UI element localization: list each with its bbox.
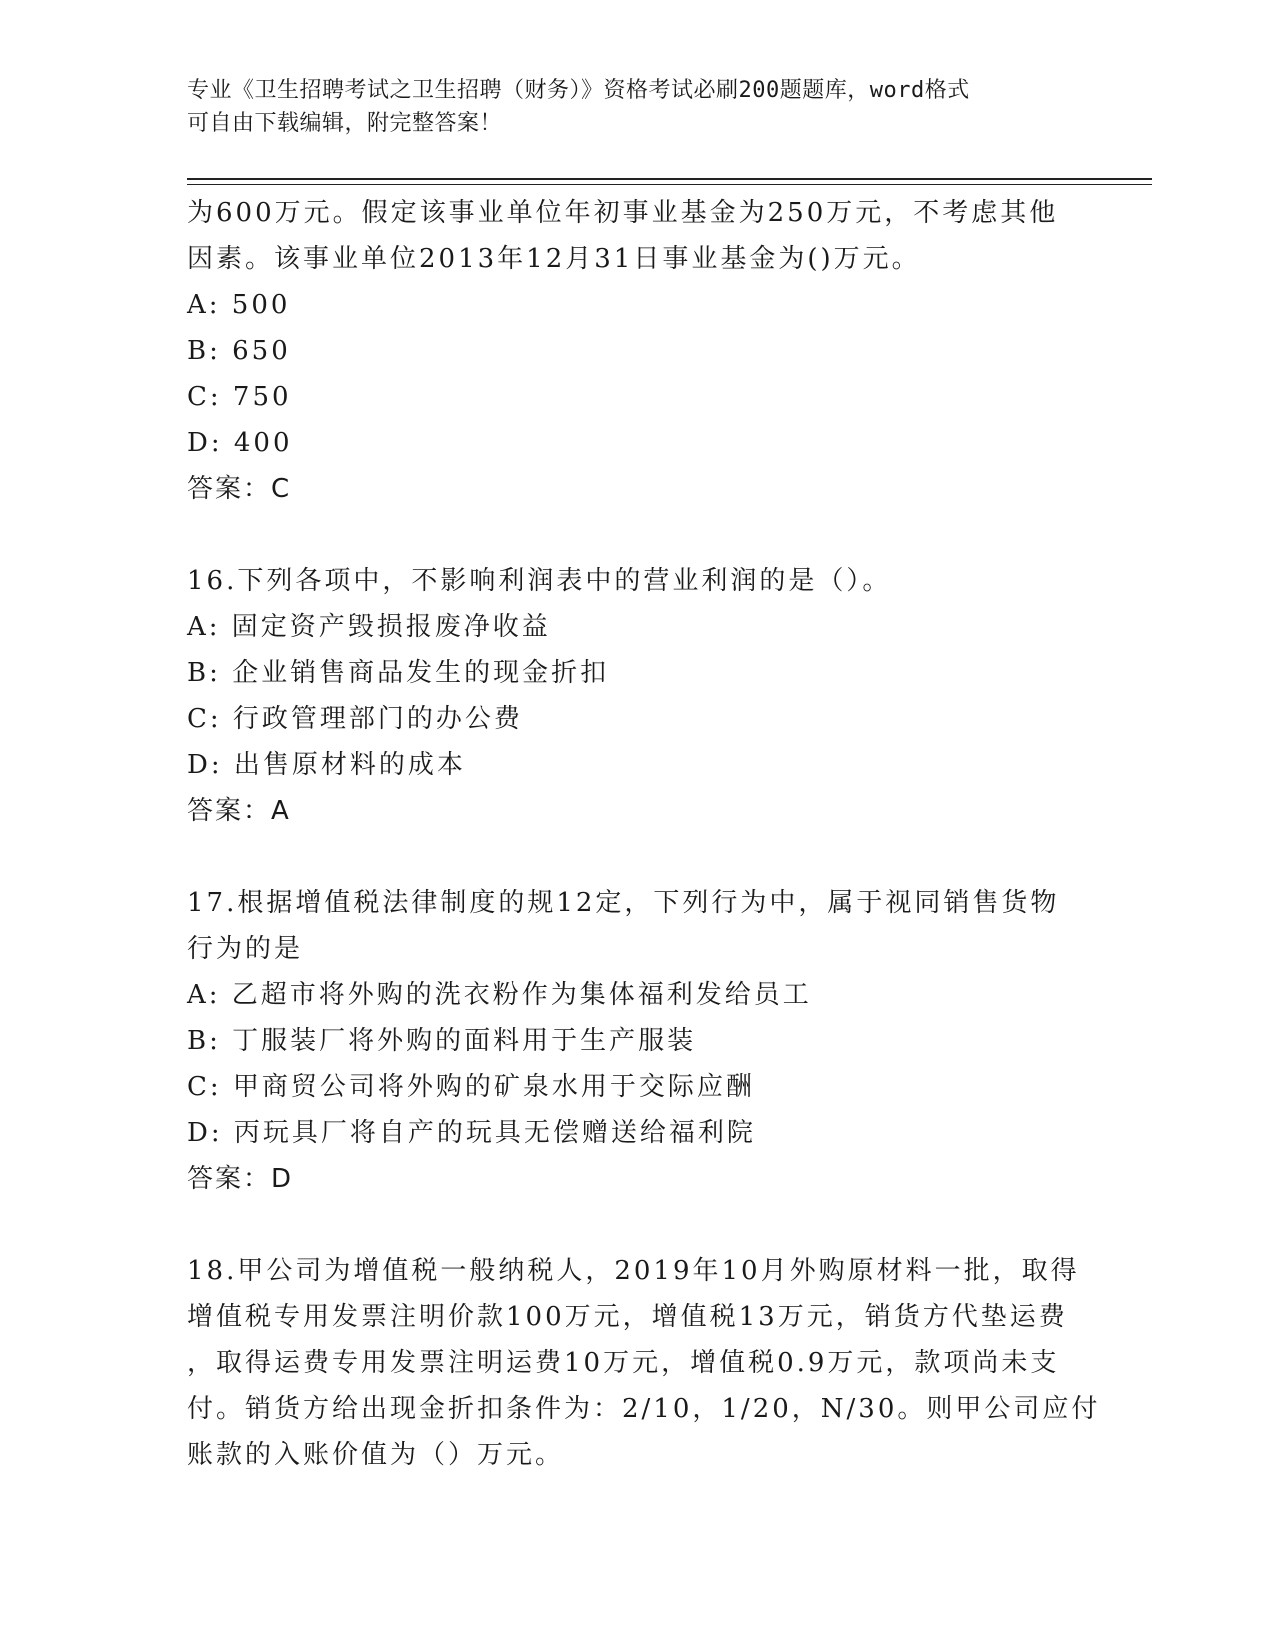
- question-stem-line: 行为的是: [187, 934, 304, 964]
- question-list: [187, 190, 1101, 1478]
- question-stem-line: 付。销货方给出现金折扣条件为：2/10，1/20，N/30。则甲公司应付: [187, 1394, 1101, 1424]
- option-b: B: 丁服装厂将外购的面料用于生产服装: [187, 1026, 697, 1056]
- question-15: [187, 190, 1087, 512]
- question-stem-line: 17.根据增值税法律制度的规12定，下列行为中，属于视同销售货物: [187, 888, 1060, 918]
- question-18: [187, 1248, 1101, 1478]
- question-stem-line: ，取得运费专用发票注明运费10万元，增值税0.9万元，款项尚未支: [187, 1348, 1060, 1378]
- question-stem-line: 18.甲公司为增值税一般纳税人，2019年10月外购原材料一批，取得: [187, 1256, 1080, 1286]
- question-stem-line: 为600万元。假定该事业单位年初事业基金为250万元，不考虑其他: [187, 198, 1059, 228]
- answer-line: 答案：A: [187, 796, 291, 826]
- option-c: C: 甲商贸公司将外购的矿泉水用于交际应酬: [187, 1072, 755, 1102]
- answer-line: 答案：D: [187, 1164, 294, 1194]
- document-header: [187, 74, 1087, 140]
- option-d: D: 出售原材料的成本: [187, 750, 466, 780]
- option-b: B: 650: [187, 336, 291, 366]
- spacer: [187, 834, 1087, 880]
- spacer: [187, 1202, 1087, 1248]
- option-c: C: 行政管理部门的办公费: [187, 704, 523, 734]
- option-b: B: 企业销售商品发生的现金折扣: [187, 658, 610, 688]
- option-a: A: 乙超市将外购的洗衣粉作为集体福利发给员工: [187, 980, 812, 1010]
- option-a: A: 500: [187, 290, 291, 320]
- option-c: C: 750: [187, 382, 292, 412]
- answer-line: 答案：C: [187, 474, 292, 504]
- header-divider-thin: [187, 184, 1152, 185]
- option-d: D: 400: [187, 428, 293, 458]
- question-stem-line: 因素。该事业单位2013年12月31日事业基金为()万元。: [187, 244, 921, 274]
- spacer: [187, 512, 1087, 558]
- header-line-1: 专业《卫生招聘考试之卫生招聘（财务）》资格考试必刷200题题库，word格式: [187, 78, 970, 103]
- question-17: [187, 880, 1087, 1202]
- question-16: [187, 558, 1087, 834]
- question-stem-line: 16.下列各项中，不影响利润表中的营业利润的是（）。: [187, 566, 892, 596]
- question-stem-line: 账款的入账价值为（）万元。: [187, 1440, 565, 1470]
- question-stem-line: 增值税专用发票注明价款100万元，增值税13万元，销货方代垫运费: [187, 1302, 1068, 1332]
- header-line-2: 可自由下载编辑，附完整答案！: [187, 111, 503, 136]
- option-d: D: 丙玩具厂将自产的玩具无偿赠送给福利院: [187, 1118, 756, 1148]
- option-a: A: 固定资产毁损报废净收益: [187, 612, 551, 642]
- header-divider-thick: [187, 178, 1152, 180]
